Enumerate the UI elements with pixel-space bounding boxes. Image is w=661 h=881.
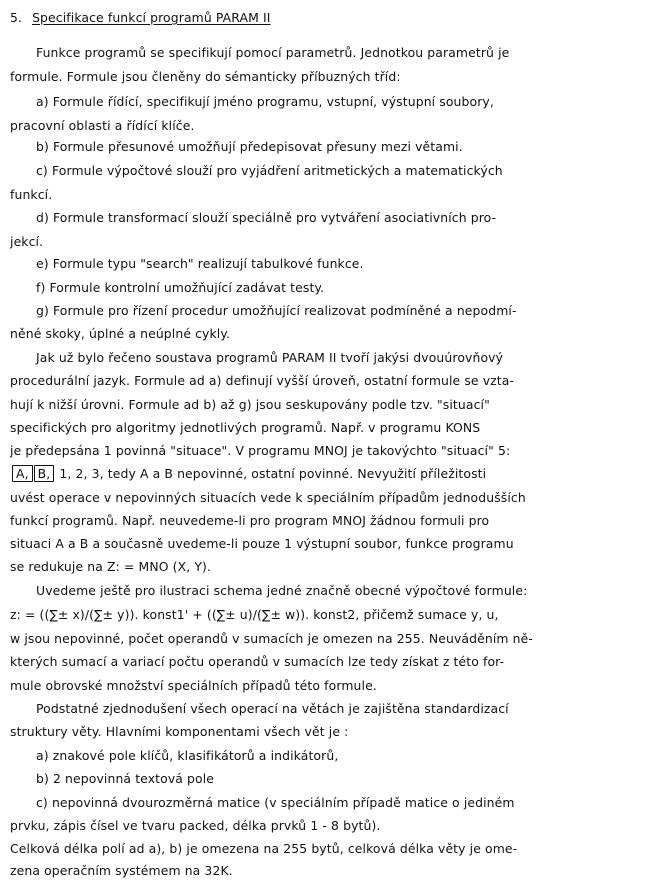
section-number: 5. xyxy=(10,10,23,25)
component-item-a-line: a) znakové pole klíčů, klasifikátorů a indikátorů, xyxy=(36,748,339,763)
paragraph-line: hují k nižší úrovni. Formule ad b) až g) jsou seskupovány podle tzv. "situací" xyxy=(10,397,490,412)
section-title: Specifikace funkcí programů PARAM II xyxy=(32,10,271,25)
paragraph-line: Celková délka polí ad a), b) je omezena na 255 bytů, celková délka věty je ome- xyxy=(10,841,518,856)
paragraph-line: w jsou nepovinné, počet operandů v sumacích je omezen na 255. Neuváděním ně- xyxy=(10,631,533,646)
situations-rest-text: 1, 2, 3, tedy A a B nepovinné, ostatní povinné. Nevyužití příležitosti xyxy=(55,466,487,481)
component-item-b-line: b) 2 nepovinná textová pole xyxy=(36,771,215,786)
paragraph-line: formule. Formule jsou členěny do sémanticky příbuzných tříd: xyxy=(10,69,401,84)
list-item-d-line: d) Formule transformací slouží speciálně pro vytváření asociativních pro- xyxy=(36,210,497,225)
paragraph-line: Jak už bylo řečeno soustava programů PARAM II tvoří jakýsi dvouúrovňový xyxy=(36,350,504,365)
list-item-b-line: b) Formule přesunové umožňují předepisovat přesuny mezi větami. xyxy=(36,139,463,154)
paragraph-line: uvést operace v nepovinných situacích vede k speciálním případům jednodušších xyxy=(10,490,526,505)
paragraph-line: Uvedeme ještě pro ilustraci schema jedné značně obecné výpočtové formule: xyxy=(36,583,528,598)
paragraph-line: funkcí programů. Např. neuvedeme-li pro program MNOJ žádnou formuli pro xyxy=(10,513,490,528)
list-item-c-line: c) Formule výpočtové slouží pro vyjádření aritmetických a matematických xyxy=(36,163,503,178)
paragraph-line: Funkce programů se specifikují pomocí parametrů. Jednotkou parametrů je xyxy=(36,45,510,60)
situation-b-box: B, xyxy=(34,465,55,482)
list-item-a-line: pracovní oblasti a řídící klíče. xyxy=(10,118,195,133)
paragraph-line: procedurální jazyk. Formule ad a) definují vyšší úroveň, ostatní formule se vzta- xyxy=(10,373,515,388)
paragraph-line: Podstatné zjednodušení všech operací na větách je zajištěna standardizací xyxy=(36,701,509,716)
paragraph-line: situaci A a B a současně uvedeme-li pouze 1 výstupní soubor, funkce programu xyxy=(10,536,514,551)
formula-line: z: = ((∑± x)/(∑± y)). konst1' + ((∑± u)/(∑± w)). konst2, přičemž sumace y, u, xyxy=(10,607,499,622)
paragraph-line: struktury věty. Hlavními komponentami všech vět je : xyxy=(10,724,349,739)
list-item-d-line: jekcí. xyxy=(10,234,44,249)
paragraph-line: kterých sumací a variací počtu operandů v sumacích lze tedy získat z této for- xyxy=(10,654,505,669)
paragraph-line: se redukuje na Z: = MNO (X, Y). xyxy=(10,559,212,574)
list-item-g-line: g) Formule pro řízení procedur umožňující realizovat podmíněné a nepodmí- xyxy=(36,303,517,318)
list-item-f-line: f) Formule kontrolní umožňující zadávat testy. xyxy=(36,280,325,295)
paragraph-line: mule obrovské množství speciálních případů této formule. xyxy=(10,678,377,693)
list-item-c-line: funkcí. xyxy=(10,187,53,202)
paragraph-line: specifických pro algoritmy jednotlivých programů. Např. v programu KONS xyxy=(10,420,481,435)
paragraph-line: zena operačním systémem na 32K. xyxy=(10,863,233,878)
component-item-c-line: prvku, zápis čísel ve tvaru packed, délka prvků 1 - 8 bytů). xyxy=(10,818,381,833)
list-item-g-line: něné skoky, úplné a neúplné cykly. xyxy=(10,326,231,341)
list-item-a-line: a) Formule řídící, specifikují jméno programu, vstupní, výstupní soubory, xyxy=(36,94,494,109)
section-heading xyxy=(10,10,271,26)
component-item-c-line: c) nepovinná dvourozměrná matice (v speciálním případě matice o jediném xyxy=(36,795,515,810)
list-item-e-line: e) Formule typu "search" realizují tabulkové funkce. xyxy=(36,256,364,271)
situations-line xyxy=(12,465,486,482)
paragraph-line: je předepsána 1 povinná "situace". V programu MNOJ je takovýchto "situací" 5: xyxy=(10,443,511,458)
situation-a-box: A, xyxy=(12,465,33,482)
